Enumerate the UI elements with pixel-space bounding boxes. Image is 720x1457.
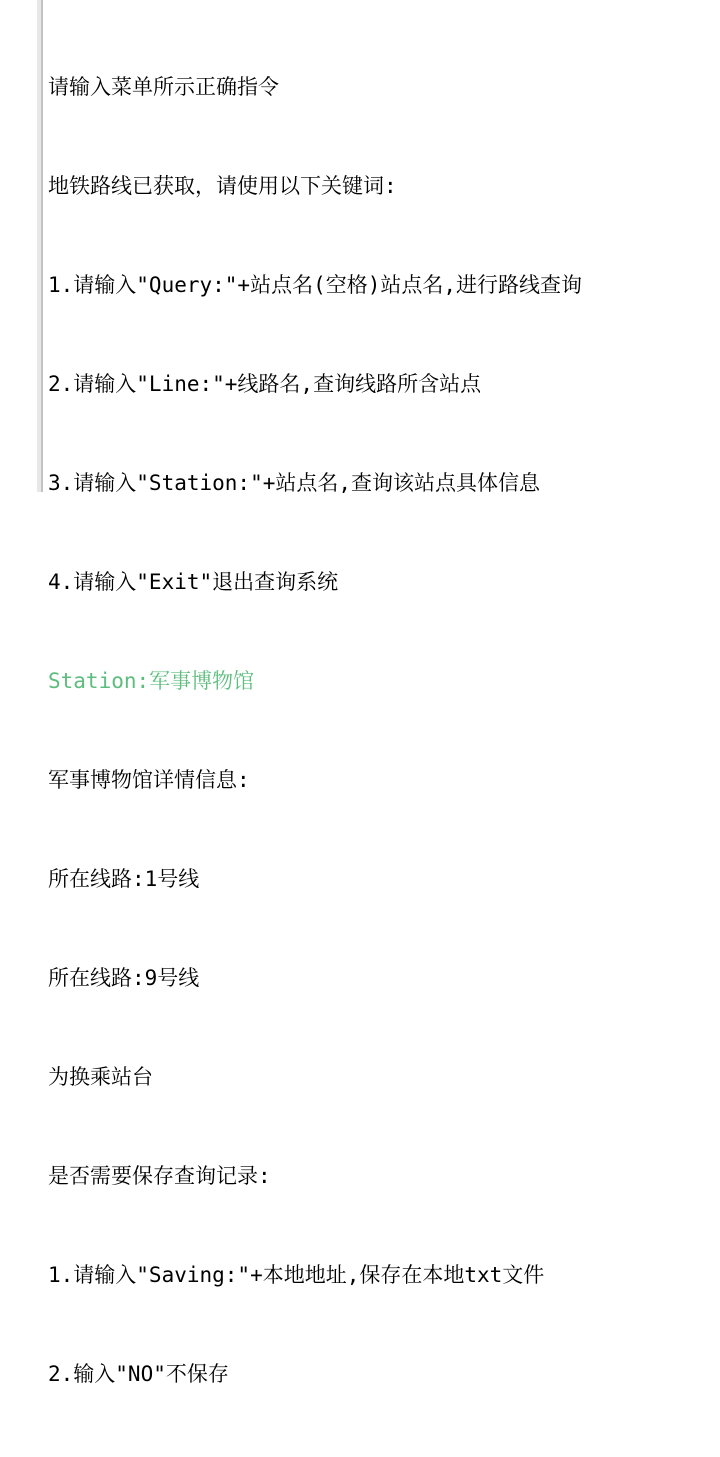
console-line-transfer-note: 为换乘站台 [48, 1065, 153, 1089]
console-line-line1: 所在线路:1号线 [48, 867, 200, 891]
console-line-option-line: 2.请输入"Line:"+线路名,查询线路所含站点 [48, 372, 482, 396]
console-line-user-input-station: Station:军事博物馆 [48, 669, 255, 693]
console-line-option-exit: 4.请输入"Exit"退出查询系统 [48, 570, 339, 594]
console-text [48, 5, 720, 1457]
console-line-option-no: 2.输入"NO"不保存 [48, 1362, 229, 1386]
console-line-line9: 所在线路:9号线 [48, 966, 200, 990]
console-line-option-saving: 1.请输入"Saving:"+本地地址,保存在本地txt文件 [48, 1263, 545, 1287]
console-line-routes-loaded: 地铁路线已获取，请使用以下关键词: [48, 174, 397, 198]
console-line-option-station: 3.请输入"Station:"+站点名,查询该站点具体信息 [48, 471, 541, 495]
console-line-station-detail-header: 军事博物馆详情信息: [48, 768, 250, 792]
console-line-save-prompt: 是否需要保存查询记录: [48, 1164, 271, 1188]
scrollbar-gutter[interactable] [37, 0, 43, 492]
console-line-option-query: 1.请输入"Query:"+站点名(空格)站点名,进行路线查询 [48, 273, 583, 297]
console-line-menu-prompt: 请输入菜单所示正确指令 [48, 75, 279, 99]
